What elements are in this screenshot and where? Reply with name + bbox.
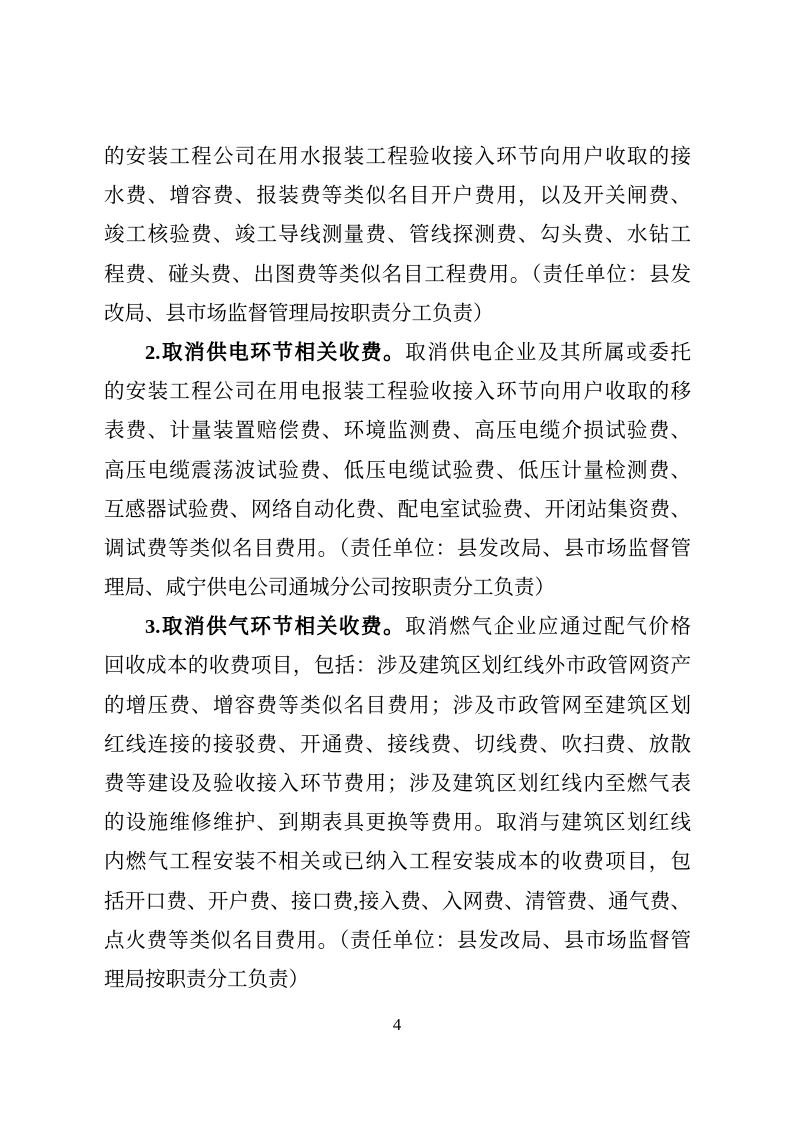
section-heading-gas: 3.取消供气环节相关收费。 [145, 616, 406, 639]
document-body [104, 138, 691, 1000]
paragraph-power-fees [104, 334, 691, 608]
text-line: 红线连接的接驳费、开通费、接线费、切线费、吹扫费、放散 [104, 733, 691, 756]
text-line: 费等建设及验收接入环节费用；涉及建筑区划红线内至燃气表 [104, 773, 691, 795]
text-line: 点火费等类似名目费用。（责任单位：县发改局、县市场监督管 [104, 929, 691, 952]
text-line: 表费、计量装置赔偿费、环境监测费、高压电缆介损试验费、 [104, 420, 691, 443]
text-line: 竣工核验费、竣工导线测量费、管线探测费、勾头费、水钻工 [104, 224, 691, 247]
text-line: 内燃气工程安装不相关或已纳入工程安装成本的收费项目，包 [104, 851, 691, 874]
text-line: 程费、碰头费、出图费等类似名目工程费用。（责任单位：县发 [104, 263, 691, 286]
section-heading-power-rest: 取消供电企业及其所属或委托 [405, 341, 691, 364]
text-line: 调试费等类似名目费用。（责任单位：县发改局、县市场监督管 [104, 537, 691, 560]
section-heading-power: 2.取消供电环节相关收费。 [145, 341, 406, 364]
paragraph-gas-fees [104, 608, 691, 1000]
page-footer [0, 1014, 794, 1036]
text-line: 回收成本的收费项目，包括：涉及建筑区划红线外市政管网资产 [104, 655, 691, 678]
text-line: 水费、增容费、报装费等类似名目开户费用，以及开关闸费、 [104, 185, 691, 208]
text-line: 理局、咸宁供电公司通城分公司按职责分工负责） [104, 577, 555, 600]
page-number: 4 [392, 1015, 402, 1034]
text-line: 括开口费、开户费、接口费,接入费、入网费、清管费、通气费、 [104, 890, 691, 913]
text-line: 理局按职责分工负责） [104, 968, 309, 991]
text-line [104, 608, 691, 647]
text-line [104, 334, 691, 373]
text-line: 高压电缆震荡波试验费、低压电缆试验费、低压计量检测费、 [104, 459, 691, 482]
text-line: 改局、县市场监督管理局按职责分工负责） [104, 302, 494, 325]
section-heading-gas-rest: 取消燃气企业应通过配气价格 [405, 616, 691, 639]
text-line: 的安装工程公司在用水报装工程验收接入环节向用户收取的接 [104, 146, 691, 168]
paragraph-water-fees [104, 138, 691, 334]
text-line: 的增压费、增容费等类似名目费用；涉及市政管网至建筑区划 [104, 694, 691, 717]
text-line: 互感器试验费、网络自动化费、配电室试验费、开闭站集资费、 [104, 498, 691, 521]
text-line: 的安装工程公司在用电报装工程验收接入环节向用户收取的移 [104, 381, 691, 404]
text-line: 的设施维修维护、到期表具更换等费用。取消与建筑区划红线 [104, 812, 691, 835]
